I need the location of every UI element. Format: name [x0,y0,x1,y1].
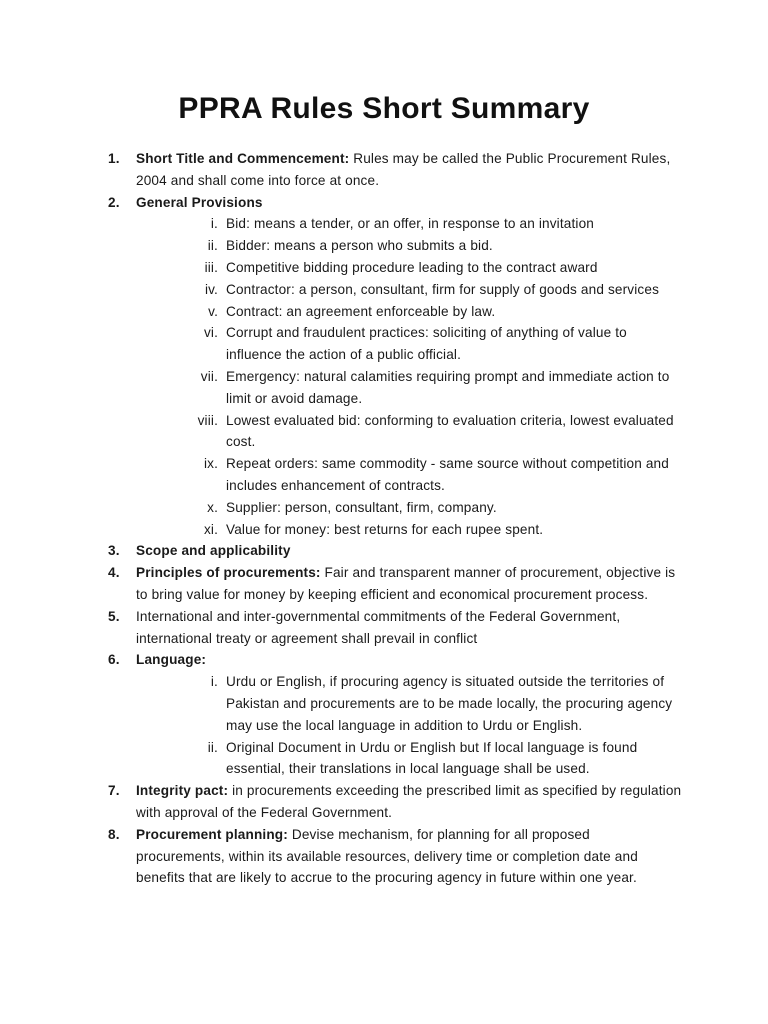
item-heading: Integrity pact: [136,783,229,799]
sub-item-text: Bid: means a tender, or an offer, in response to an invitation [226,216,594,232]
list-item-principles [0,562,768,606]
sub-item-text: Original Document in Urdu or English but If local language is found essential, their translations in local language shall be used. [226,739,638,777]
item-number: 5. [108,608,120,624]
sub-item-text: Bidder: means a person who submits a bid. [226,238,493,254]
list-item-international-commitments [0,606,768,650]
item-text: International and inter-governmental commitments of the Federal Government, international treaty or agreement shall prevail in conflict [136,608,621,646]
item-number: 7. [108,783,120,799]
sub-item-number: iv. [204,281,218,297]
sub-item-number: xi. [203,521,218,537]
sub-item-text: Competitive bidding procedure leading to the contract award [226,259,598,275]
sub-item-repeat-orders [0,453,768,497]
sub-item-number: vii. [200,368,218,384]
item-heading: Language: [136,652,207,668]
item-text: Rules may be called the Public Procurement Rules, 2004 and shall come into force at once. [136,151,671,188]
item-text: in procurements exceeding the prescribed limit as specified by regulation with approval of the Federal Government. [136,783,682,820]
item-heading: Principles of procurements: [136,565,321,581]
sub-item-competitive-bidding [0,257,768,279]
sub-item-emergency [0,366,768,410]
sub-item-number: v. [208,303,218,319]
sub-item-text: Contract: an agreement enforceable by law. [226,303,496,319]
list-item-procurement-planning [0,824,768,889]
item-heading: Procurement planning: [136,826,288,842]
sub-item-value-for-money [0,519,768,541]
sub-item-supplier [0,497,768,519]
sub-item-original-document [0,737,768,781]
item-number: 1. [108,151,120,166]
list-item-scope [0,540,768,562]
sub-item-number: ix. [203,456,218,472]
sub-item-text: Lowest evaluated bid: conforming to evaluation criteria, lowest evaluated cost. [226,412,674,450]
list-item-language [0,649,768,671]
sub-item-text: Urdu or English, if procuring agency is situated outside the territories of Pakistan and procurements are to be made locally, the procuring agency may use the local language in addition to Urdu or English. [226,674,673,733]
sub-item-text: Contractor: a person, consultant, firm for supply of goods and services [226,281,660,297]
rules-list [0,148,768,889]
sub-item-urdu-or-english [0,671,768,736]
sub-item-number: viii. [197,412,218,428]
list-item-integrity-pact [0,780,768,824]
item-number: 8. [108,826,120,842]
list-item-general-provisions [0,192,768,214]
sub-item-number: i. [210,216,218,232]
page-title: PPRA Rules Short Summary [178,92,590,125]
item-heading: Scope and applicability [136,543,291,559]
sub-item-text: Corrupt and fraudulent practices: soliciting of anything of value to influence the action of a public official. [226,325,627,363]
item-number: 6. [108,652,120,668]
sub-item-number: ii. [207,739,218,755]
sub-item-number: x. [207,499,218,515]
sub-item-bid [0,213,768,235]
item-number: 2. [108,194,120,210]
list-item-short-title [0,148,768,192]
sub-item-number: ii. [207,238,218,254]
sub-item-contractor [0,279,768,301]
sub-item-number: iii. [204,259,218,275]
sub-item-bidder [0,235,768,257]
sub-item-text: Repeat orders: same commodity - same source without competition and includes enhancement of contracts. [226,456,669,493]
item-text: Fair and transparent manner of procurement, objective is to bring value for money by keeping efficient and economical procurement process. [136,565,676,602]
item-heading: Short Title and Commencement: [136,151,350,166]
sub-item-lowest-evaluated-bid [0,410,768,454]
sub-item-number: i. [210,674,218,690]
sub-item-corrupt-practices [0,322,768,366]
item-heading: General Provisions [136,194,263,210]
sub-item-number: vi. [203,325,218,341]
sub-item-text: Value for money: best returns for each rupee spent. [226,521,544,537]
item-number: 3. [108,543,120,559]
item-number: 4. [108,565,120,581]
sub-item-text: Emergency: natural calamities requiring prompt and immediate action to limit or avoid damage. [226,368,670,406]
sub-item-text: Supplier: person, consultant, firm, company. [226,499,497,515]
sub-item-contract [0,301,768,323]
item-text: Devise mechanism, for planning for all proposed procurements, within its available resources, delivery time or completion date and benefits that are likely to accrue to the procuring agency in future within one year. [136,826,638,886]
